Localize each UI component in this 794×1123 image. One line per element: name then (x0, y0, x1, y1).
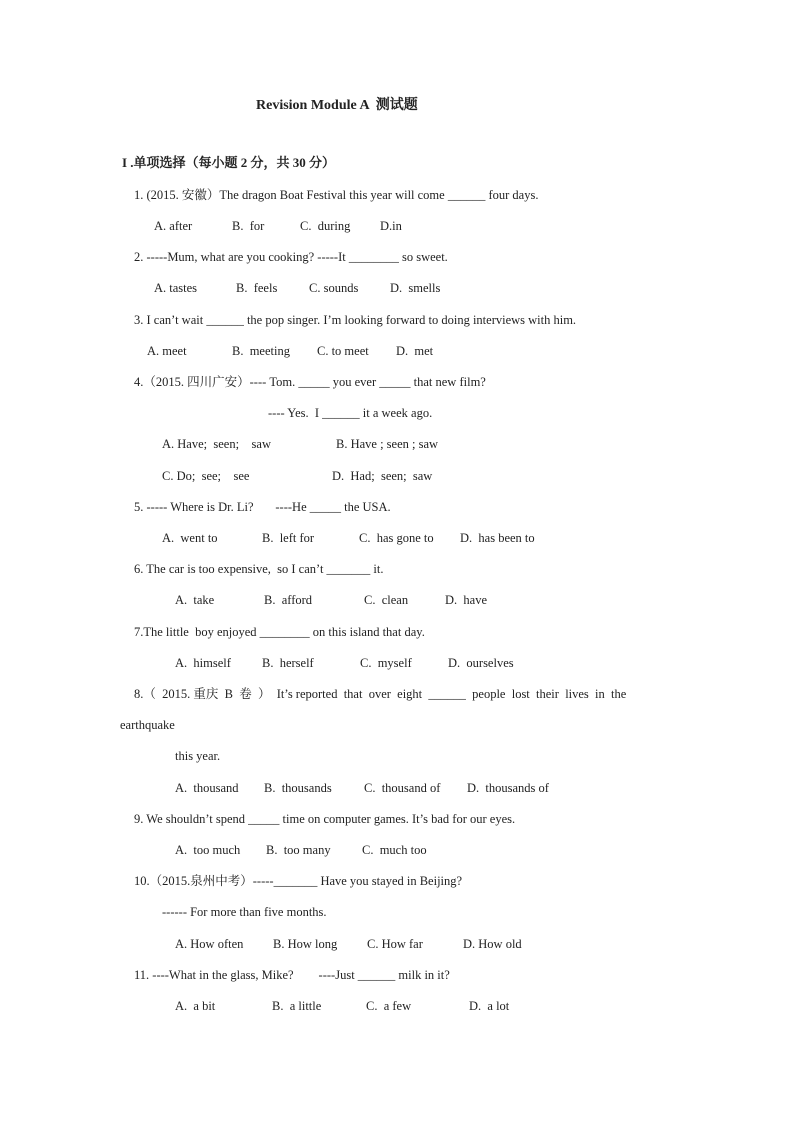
question-10-option-a: A. How often (175, 937, 244, 951)
question-8-stem-continued: this year. (175, 749, 221, 763)
question-2-option-b: B. feels (236, 281, 278, 295)
question-5-option-a: A. went to (162, 531, 218, 545)
question-5-option-b: B. left for (262, 531, 315, 545)
question-6-stem: 6. The car is too expensive, so I can’t _______ it. (134, 562, 384, 576)
question-7-option-c: C. myself (360, 656, 412, 670)
question-10-option-b: B. How long (273, 937, 338, 951)
question-7-option-a: A. himself (175, 656, 231, 670)
question-3-stem: 3. I can’t wait ______ the pop singer. I’m looking forward to doing interviews with him. (134, 313, 577, 327)
question-9-stem: 9. We shouldn’t spend _____ time on computer games. It’s bad for our eyes. (134, 812, 516, 826)
question-3-option-b: B. meeting (232, 344, 290, 358)
question-9-option-a: A. too much (175, 843, 241, 857)
question-9-option-b: B. too many (266, 843, 331, 857)
question-10-option-c: C. How far (367, 937, 423, 951)
question-8-stem-wrap: earthquake (120, 718, 175, 732)
question-4-option-d: D. Had; seen; saw (332, 469, 433, 483)
question-8-stem: 8.（ 2015. 重庆 B 卷 ） It’s reported that over eight ______ people lost their lives in the (134, 687, 627, 701)
question-10-stem: 10.（2015.泉州中考）-----_______ Have you stayed in Beijing? (134, 874, 463, 888)
question-1-stem: 1. (2015. 安徽）The dragon Boat Festival this year will come ______ four days. (134, 188, 539, 202)
question-9-option-c: C. much too (362, 843, 427, 857)
question-2-option-a: A. tastes (154, 281, 198, 295)
question-4-response: ---- Yes. I ______ it a week ago. (268, 406, 433, 420)
question-8-option-d: D. thousands of (467, 781, 549, 795)
question-6-option-d: D. have (445, 593, 487, 607)
question-11-option-b: B. a little (272, 999, 322, 1013)
question-2-option-d: D. smells (390, 281, 441, 295)
question-8-option-a: A. thousand (175, 781, 239, 795)
question-11-option-c: C. a few (366, 999, 412, 1013)
question-1-option-a: A. after (154, 219, 193, 233)
question-7-option-d: D. ourselves (448, 656, 514, 670)
question-1-option-d: D.in (380, 219, 402, 233)
question-4-stem: 4.（2015. 四川广安）---- Tom. _____ you ever _____ that new film? (134, 375, 486, 389)
question-8-option-b: B. thousands (264, 781, 332, 795)
question-2-stem: 2. -----Mum, what are you cooking? -----It ________ so sweet. (134, 250, 448, 264)
question-10-response: ------ For more than five months. (162, 905, 327, 919)
question-6-option-a: A. take (175, 593, 215, 607)
question-2-option-c: C. sounds (309, 281, 359, 295)
question-10-option-d: D. How old (463, 937, 522, 951)
question-3-option-d: D. met (396, 344, 434, 358)
question-3-option-a: A. meet (147, 344, 187, 358)
question-8-option-c: C. thousand of (364, 781, 441, 795)
question-4-option-a: A. Have; seen; saw (162, 437, 271, 451)
question-6-option-c: C. clean (364, 593, 409, 607)
question-11-option-a: A. a bit (175, 999, 216, 1013)
question-4-option-b: B. Have ; seen ; saw (336, 437, 439, 451)
question-5-stem: 5. ----- Where is Dr. Li? ----He _____ the USA. (134, 500, 391, 514)
page-title: Revision Module A 测试题 (256, 98, 418, 113)
question-6-option-b: B. afford (264, 593, 313, 607)
question-7-option-b: B. herself (262, 656, 314, 670)
question-11-option-d: D. a lot (469, 999, 510, 1013)
question-1-option-c: C. during (300, 219, 351, 233)
question-7-stem: 7.The little boy enjoyed ________ on this island that day. (134, 625, 425, 639)
question-5-option-c: C. has gone to (359, 531, 434, 545)
question-5-option-d: D. has been to (460, 531, 535, 545)
section-heading: I .单项选择（每小题 2 分，共 30 分） (122, 155, 336, 170)
question-1-option-b: B. for (232, 219, 265, 233)
question-4-option-c: C. Do; see; see (162, 469, 250, 483)
question-3-option-c: C. to meet (317, 344, 369, 358)
question-11-stem: 11. ----What in the glass, Mike? ----Just ______ milk in it? (134, 968, 450, 982)
